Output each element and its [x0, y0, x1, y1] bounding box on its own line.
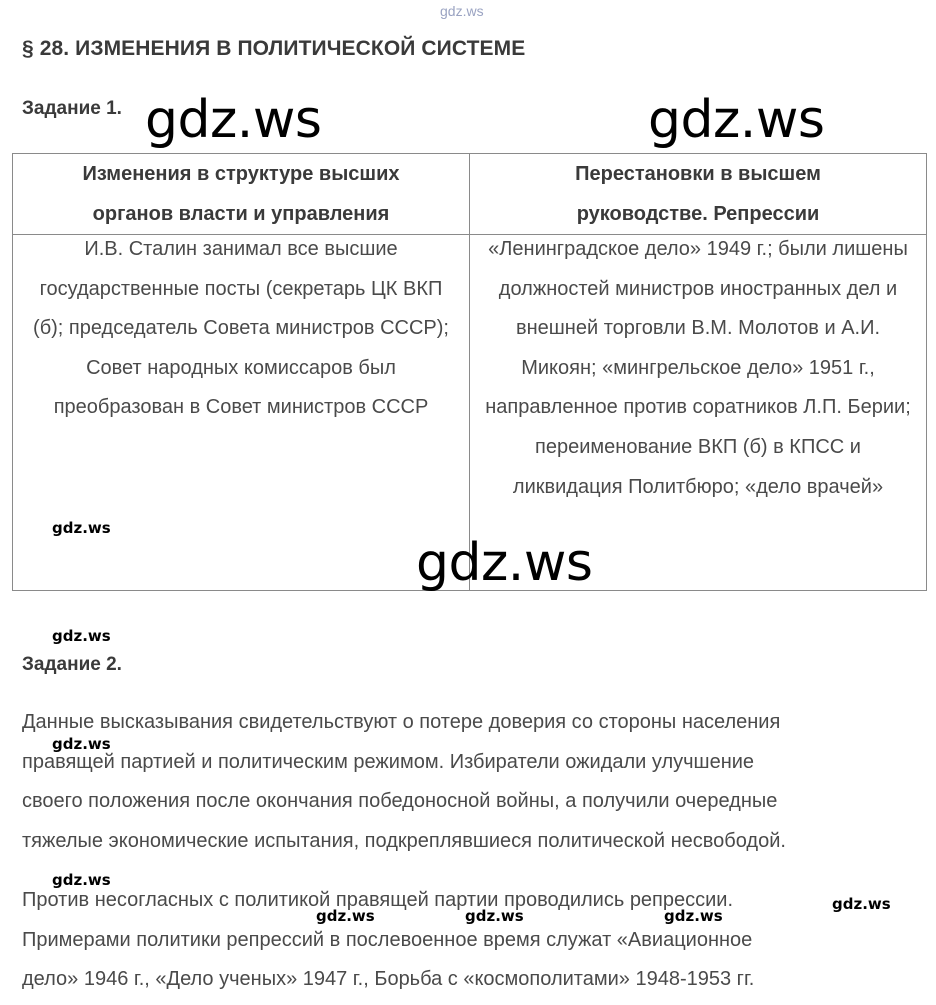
watermark-large: gdz.ws [648, 90, 825, 150]
table-header-right: Перестановки в высшем руководстве. Репрессии [470, 154, 927, 235]
watermark-small: gdz.ws [52, 871, 111, 889]
watermark-top: gdz.ws [440, 3, 484, 19]
table-cell-left: И.В. Сталин занимал все высшие государственные посты (секретарь ЦК ВКП (б); председатель Совета министров СССР); Совет народных комиссаров был преобразован в Совет министров СССР [13, 235, 470, 591]
paragraph-line: своего положения после окончания победоносной войны, а получили очередные [22, 790, 778, 812]
paragraph-line: дело» 1946 г., «Дело ученых» 1947 г., Борьба с «космополитами» 1948-1953 гг. [22, 968, 755, 990]
task2-paragraph-2 [22, 881, 754, 1000]
task1-label: Задание 1. [22, 98, 122, 119]
page-title: § 28. ИЗМЕНЕНИЯ В ПОЛИТИЧЕСКОЙ СИСТЕМЕ [22, 37, 526, 60]
task2-label: Задание 2. [22, 654, 122, 675]
watermark-small: gdz.ws [52, 627, 111, 645]
task1-table [12, 153, 927, 591]
watermark-small: gdz.ws [316, 907, 375, 925]
task2-paragraph-1 [22, 703, 786, 861]
paragraph-line: Примерами политики репрессий в послевоенное время служат «Авиационное [22, 928, 753, 951]
watermark-small: gdz.ws [664, 907, 723, 925]
watermark-small: gdz.ws [52, 519, 111, 537]
watermark-large: gdz.ws [145, 90, 322, 150]
paragraph-line: Против несогласных с политикой правящей партии проводились репрессии. [22, 889, 734, 911]
watermark-small: gdz.ws [52, 735, 111, 753]
watermark-large: gdz.ws [416, 533, 593, 593]
table-cell-right: «Ленинградское дело» 1949 г.; были лишены должностей министров иностранных дел и внешней торговли В.М. Молотов и А.И. Микоян; «мингрельское дело» 1951 г., направленное против соратников Л.П. Берии; переименование ВКП (б) в КПСС и ликвидация Политбюро; «дело врачей» [470, 235, 927, 591]
paragraph-line: правящей партией и политическим режимом. Избиратели ожидали улучшение [22, 750, 755, 773]
table-header-left: Изменения в структуре высших органов власти и управления [13, 154, 470, 235]
watermark-small: gdz.ws [832, 895, 891, 913]
paragraph-line: Данные высказывания свидетельствуют о потере доверия со стороны населения [22, 711, 781, 733]
table-header-row [13, 154, 927, 235]
watermark-small: gdz.ws [465, 907, 524, 925]
paragraph-line: тяжелые экономические испытания, подкреплявшиеся политической несвободой. [22, 829, 786, 852]
